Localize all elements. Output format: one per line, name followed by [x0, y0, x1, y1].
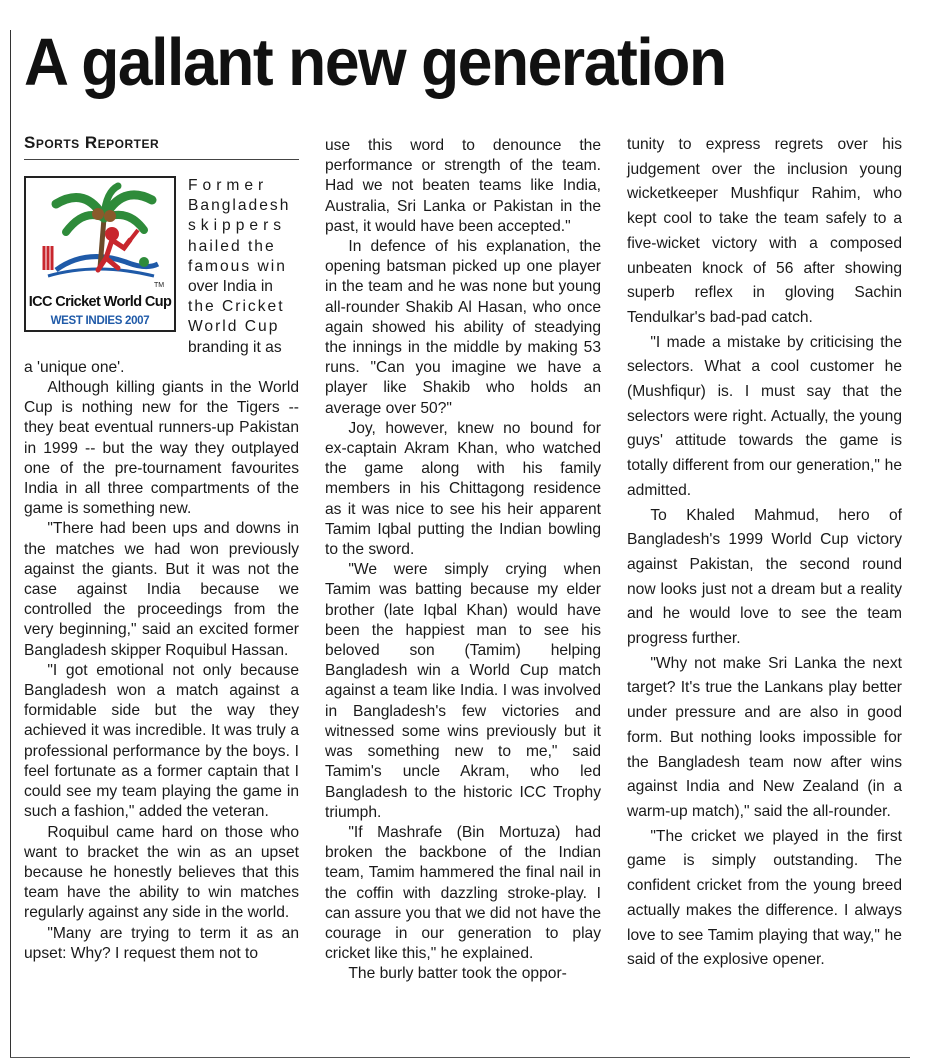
- paragraph: "I made a mistake by criticising the selectors. What a cool customer he (Mushfiqur) is. I must say that the selectors were right. Actually, the young guys' attitude towards the game is totally different from our generation," he admitted.: [627, 333, 902, 499]
- intro-line: the Cricket: [188, 298, 285, 316]
- byline: Sports Reporter: [24, 132, 299, 160]
- paragraph: tunity to express regrets over his judgement over the inclusion young wicketkeeper Mushfiqur Rahim, who kept cool to take the team safely to a five-wicket victory with a composed unbeaten knock of 56 after showing superb reflex in gloving Sachin Tendulkar's bad-pad catch.: [627, 136, 902, 326]
- intro-line: skippers: [188, 217, 287, 235]
- column-2: [325, 136, 601, 985]
- paragraph: "I got emotional not only because Bangladesh won a match against a formidable side but the way they achieved it was incredible. It was truly a professional performance by the boys. I feel fortunate as a former captain that I could see my team playing the game in such a fashion," added the veteran.: [24, 661, 299, 821]
- paragraph: "If Mashrafe (Bin Mortuza) had broken the backbone of the Indian team, Tamim hammered the final nail in the coffin with dazzling stroke-play. I can assure you that we did not have the courage in our generation to play cricket like this," he explained.: [325, 823, 601, 963]
- column-3: [627, 133, 902, 973]
- headline: A gallant new generation: [24, 25, 726, 100]
- paragraph: "Why not make Sri Lanka the next target? It's true the Lankans play better under pressure and are also in good form. But nothing looks impossible for the Bangladesh team now after wins against India and New Zealand (in a warm-up match)," said the all-rounder.: [627, 654, 902, 820]
- intro-line: Former: [188, 177, 269, 194]
- logo-wrap: [24, 176, 176, 338]
- intro-line: famous win: [188, 257, 287, 275]
- paragraph: In defence of his explanation, the opening batsman picked up one player in the team and he was none but young all-rounder Shakib Al Hasan, who once again showed his ability of steadying the innings in the middle by making 53 runs. "Can you imagine we have a player like Shakib who holds an average over 50?": [325, 238, 601, 417]
- logo-subtitle: WEST INDIES 2007: [50, 315, 150, 327]
- intro-tail: a 'unique one'.: [24, 358, 125, 376]
- bottom-rule: [10, 1057, 910, 1058]
- logo-title: ICC Cricket World Cup: [28, 294, 172, 310]
- column-rule: [10, 30, 11, 1058]
- trademark-mark: TM: [154, 282, 165, 289]
- paragraph: To Khaled Mahmud, hero of Bangladesh's 1999 World Cup victory against Pakistan, the second round now looks just not a dream but a reality and he would love to see the team progress further.: [627, 506, 902, 648]
- intro-line: branding it as: [188, 338, 282, 356]
- intro-line: over India in: [188, 278, 273, 296]
- paragraph: "There had been ups and downs in the matches we had won previously against the giants. But it was not the case against India because we controlled the proceedings from the very beginning," said an excited former Bangladesh skipper Roquibul Hassan.: [24, 520, 299, 659]
- paragraph: The burly batter took the oppor-: [348, 965, 567, 983]
- paragraph: Although killing giants in the World Cup is nothing new for the Tigers -- they beat eventual runners-up Pakistan in 1999 -- but the way they outplayed one of the pre-tournament favourites India in all three compartments of the game is something new.: [24, 379, 299, 518]
- intro-line: hailed the: [188, 237, 276, 255]
- paragraph: "Many are trying to term it as an upset: Why? I request them not to: [24, 924, 299, 962]
- intro-line: Bangladesh: [188, 197, 291, 215]
- intro-line: World Cup: [188, 318, 280, 336]
- paragraph: "The cricket we played in the first game is simply outstanding. The confident cricket from the young breed actually makes the difference. I always love to see Tamim playing that way," he said of the explosive opener.: [627, 827, 902, 969]
- palm-tree-icon: [26, 178, 174, 290]
- paragraph: use this word to denounce the performance or strength of the team. Had we not beaten teams like India, Australia, Sri Lanka or Pakistan in the past, it would have been accepted.": [325, 137, 601, 235]
- paragraph: Joy, however, knew no bound for ex-captain Akram Khan, who watched the game along with his family members in his Chittagong residence as it was nice to see his heir apparent Tamim Iqbal putting the Indian bowling to the sword.: [325, 419, 601, 559]
- paragraph: Roquibul came hard on those who want to bracket the win as an upset because he honestly believes that this team have the ability to win matches regularly against any side in the world.: [24, 823, 299, 922]
- paragraph: "We were simply crying when Tamim was batting because my elder brother (late Iqbal Khan) would have been the happiest man to see his beloved son (Tamim) helping Bangladesh win a World Cup match against a team like India. I was involved in Bangladesh's few victories and witnessed some wins previously but it was something new to me," said Tamim's uncle Akram, who led Bangladesh to the historic ICC Trophy triumph.: [325, 561, 601, 821]
- world-cup-logo: [24, 176, 176, 332]
- column-1: [24, 132, 299, 964]
